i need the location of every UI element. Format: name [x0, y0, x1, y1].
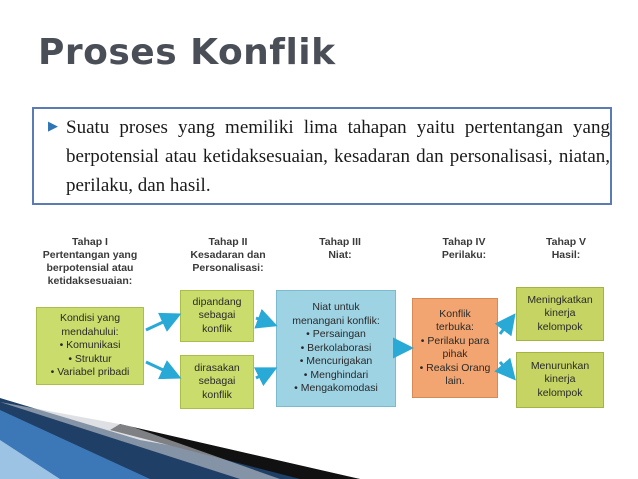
stage-3-box-line: • Mencurigakan — [299, 355, 373, 368]
stage-4-box-line: pihak — [442, 348, 468, 360]
stage-5-top-line: kinerja — [544, 307, 576, 320]
stage-3-header-line: Tahap III — [319, 236, 361, 248]
stage-4-box-line: • Reaksi Orang — [419, 361, 491, 374]
stage-3-box-line: • Menghindari — [303, 368, 369, 381]
stage-1-header-line: berpotensial atau — [46, 262, 134, 274]
stage-5-top-line: Meningkatkan — [527, 293, 593, 306]
stage-2-bottom-line: dirasakan — [194, 361, 240, 374]
stage-1-box-line: mendahului: — [61, 325, 119, 338]
stage-2-top-line: konflik — [202, 322, 232, 335]
stage-4-box-line: lain. — [445, 375, 465, 387]
stage-1-box-line: • Variabel pribadi — [50, 366, 130, 379]
stage-4-box-line: terbuka: — [436, 321, 474, 333]
stage-4-header-line: Perilaku: — [441, 249, 487, 261]
bullet-text: Suatu proses yang memiliki lima tahapan yaitu pertentangan yang berpotensial atau ketidaksesuaian, kesadaran dan personalisasi, niatan, perilaku, dan hasil. — [66, 117, 610, 196]
stage-4-box-line: • Perilaku para — [420, 334, 490, 347]
page-title: Proses Konflik — [38, 32, 336, 73]
stage-5-bottom-line: kinerja — [544, 373, 576, 386]
stage-3-box-line: menangani konflik: — [292, 314, 380, 327]
stage-5-bottom-line: Menurunkan — [530, 359, 590, 372]
stage-3-box-line: • Persaingan — [306, 328, 366, 341]
stage-2-top-line: sebagai — [198, 309, 236, 322]
stage-5-header-line: Tahap V — [545, 236, 587, 248]
stage-4-box-line: Konflik — [439, 307, 471, 320]
stage-2-bottom-line: sebagai — [198, 375, 236, 388]
stage-3-box-line: • Berkolaborasi — [300, 341, 372, 354]
stage-1-header-line: Tahap I — [72, 236, 108, 248]
stage-1-box-line: • Komunikasi — [59, 339, 121, 352]
stage-1-header-line: ketidaksesuaian: — [47, 275, 133, 287]
stage-3-box-line: Niat untuk — [312, 301, 360, 314]
stage-2-bottom-line: konflik — [202, 388, 232, 401]
stage-2-header-line: Tahap II — [208, 236, 248, 248]
stage-1-box-line: • Struktur — [68, 352, 112, 365]
stage-4-header-line: Tahap IV — [442, 236, 486, 248]
stage-5-header-line: Hasil: — [551, 249, 581, 261]
bullet-square-icon: ▶ — [48, 118, 58, 133]
stage-1-box-line: Kondisi yang — [59, 312, 121, 325]
stage-3-box-line: • Mengakomodasi — [294, 382, 378, 395]
stage-3-header-line: Niat: — [328, 249, 352, 261]
stage-1-header-line: Pertentangan yang — [42, 249, 138, 261]
stage-5-bottom-line: kelompok — [537, 386, 583, 399]
stage-2-header-line: Kesadaran dan — [190, 249, 266, 261]
stage-2-top-line: dipandang — [192, 295, 242, 308]
stage-5-top-line: kelompok — [537, 320, 583, 333]
stage-2-header-line: Personalisasi: — [192, 262, 264, 274]
